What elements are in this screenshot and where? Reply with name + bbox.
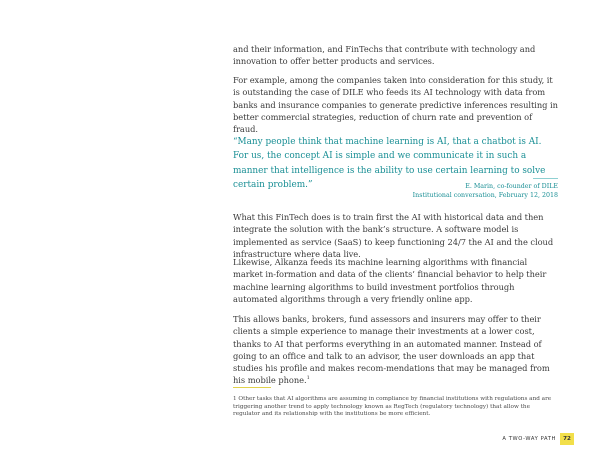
body-paragraph-4: Likewise, Alkanza feeds its machine learning algorithms with financial market in-formation and data of the clients’ financial behavior to help their machine learning algorithms to build investment portfolios through automated algorithms through a very friendly online app.	[233, 257, 547, 304]
quote-divider	[533, 178, 558, 179]
pull-quote: “Many people think that machine learning is AI, that a chatbot is AI. For us, the concept AI is simple and we communicate it in such a manner that intelligence is the ability to use certain learning to solve certain problem.”	[233, 137, 546, 191]
footnote-divider	[233, 387, 271, 388]
footnote-text: 1 Other tasks that AI algorithms are assuming in compliance by financial institutions with regulations and are triggering another trend to apply technology known as RegTech (regulatory technology) that allow the regulator and its relationship with the institutions be more efficient.	[233, 396, 552, 418]
quote-attribution	[278, 183, 558, 200]
body-paragraph-5	[233, 313, 558, 387]
footnote-reference: 1	[306, 375, 310, 382]
section-label: A TWO-WAY PATH	[502, 436, 556, 442]
body-paragraph-3: What this FinTech does is to train first the AI with historical data and then integrate the solution with the bank’s structure. A software model is implemented as service (SaaS) to keep functioning 24/7 the AI and the cloud infrastructure where data live.	[233, 212, 554, 259]
page-number: 72	[560, 433, 574, 445]
body-paragraph-1: and their information, and FinTechs that contribute with technology and innovation to offer better products and services.	[233, 44, 536, 67]
paragraph-5-text: This allows banks, brokers, fund assessors and insurers may offer to their clients a simple experience to manage their investments at a lower cost, thanks to AI that performs everything in an automated manner. Instead of going to an office and talk to an advisor, the user downloads an app that studies his profile and makes recom-mendations that may be managed from his mobile phone.	[233, 314, 550, 386]
attribution-source: Institutional conversation, February 12, 2018	[412, 191, 558, 199]
body-paragraph-2: For example, among the companies taken into consideration for this study, it is outstanding the case of DILE who feeds its AI technology with data from banks and insurance companies to generate predictive inferences resulting in better commercial strategies, reduction of churn rate and prevention of fraud.	[233, 75, 558, 135]
attribution-name: E. Marin, co-founder of DILE	[465, 183, 558, 190]
